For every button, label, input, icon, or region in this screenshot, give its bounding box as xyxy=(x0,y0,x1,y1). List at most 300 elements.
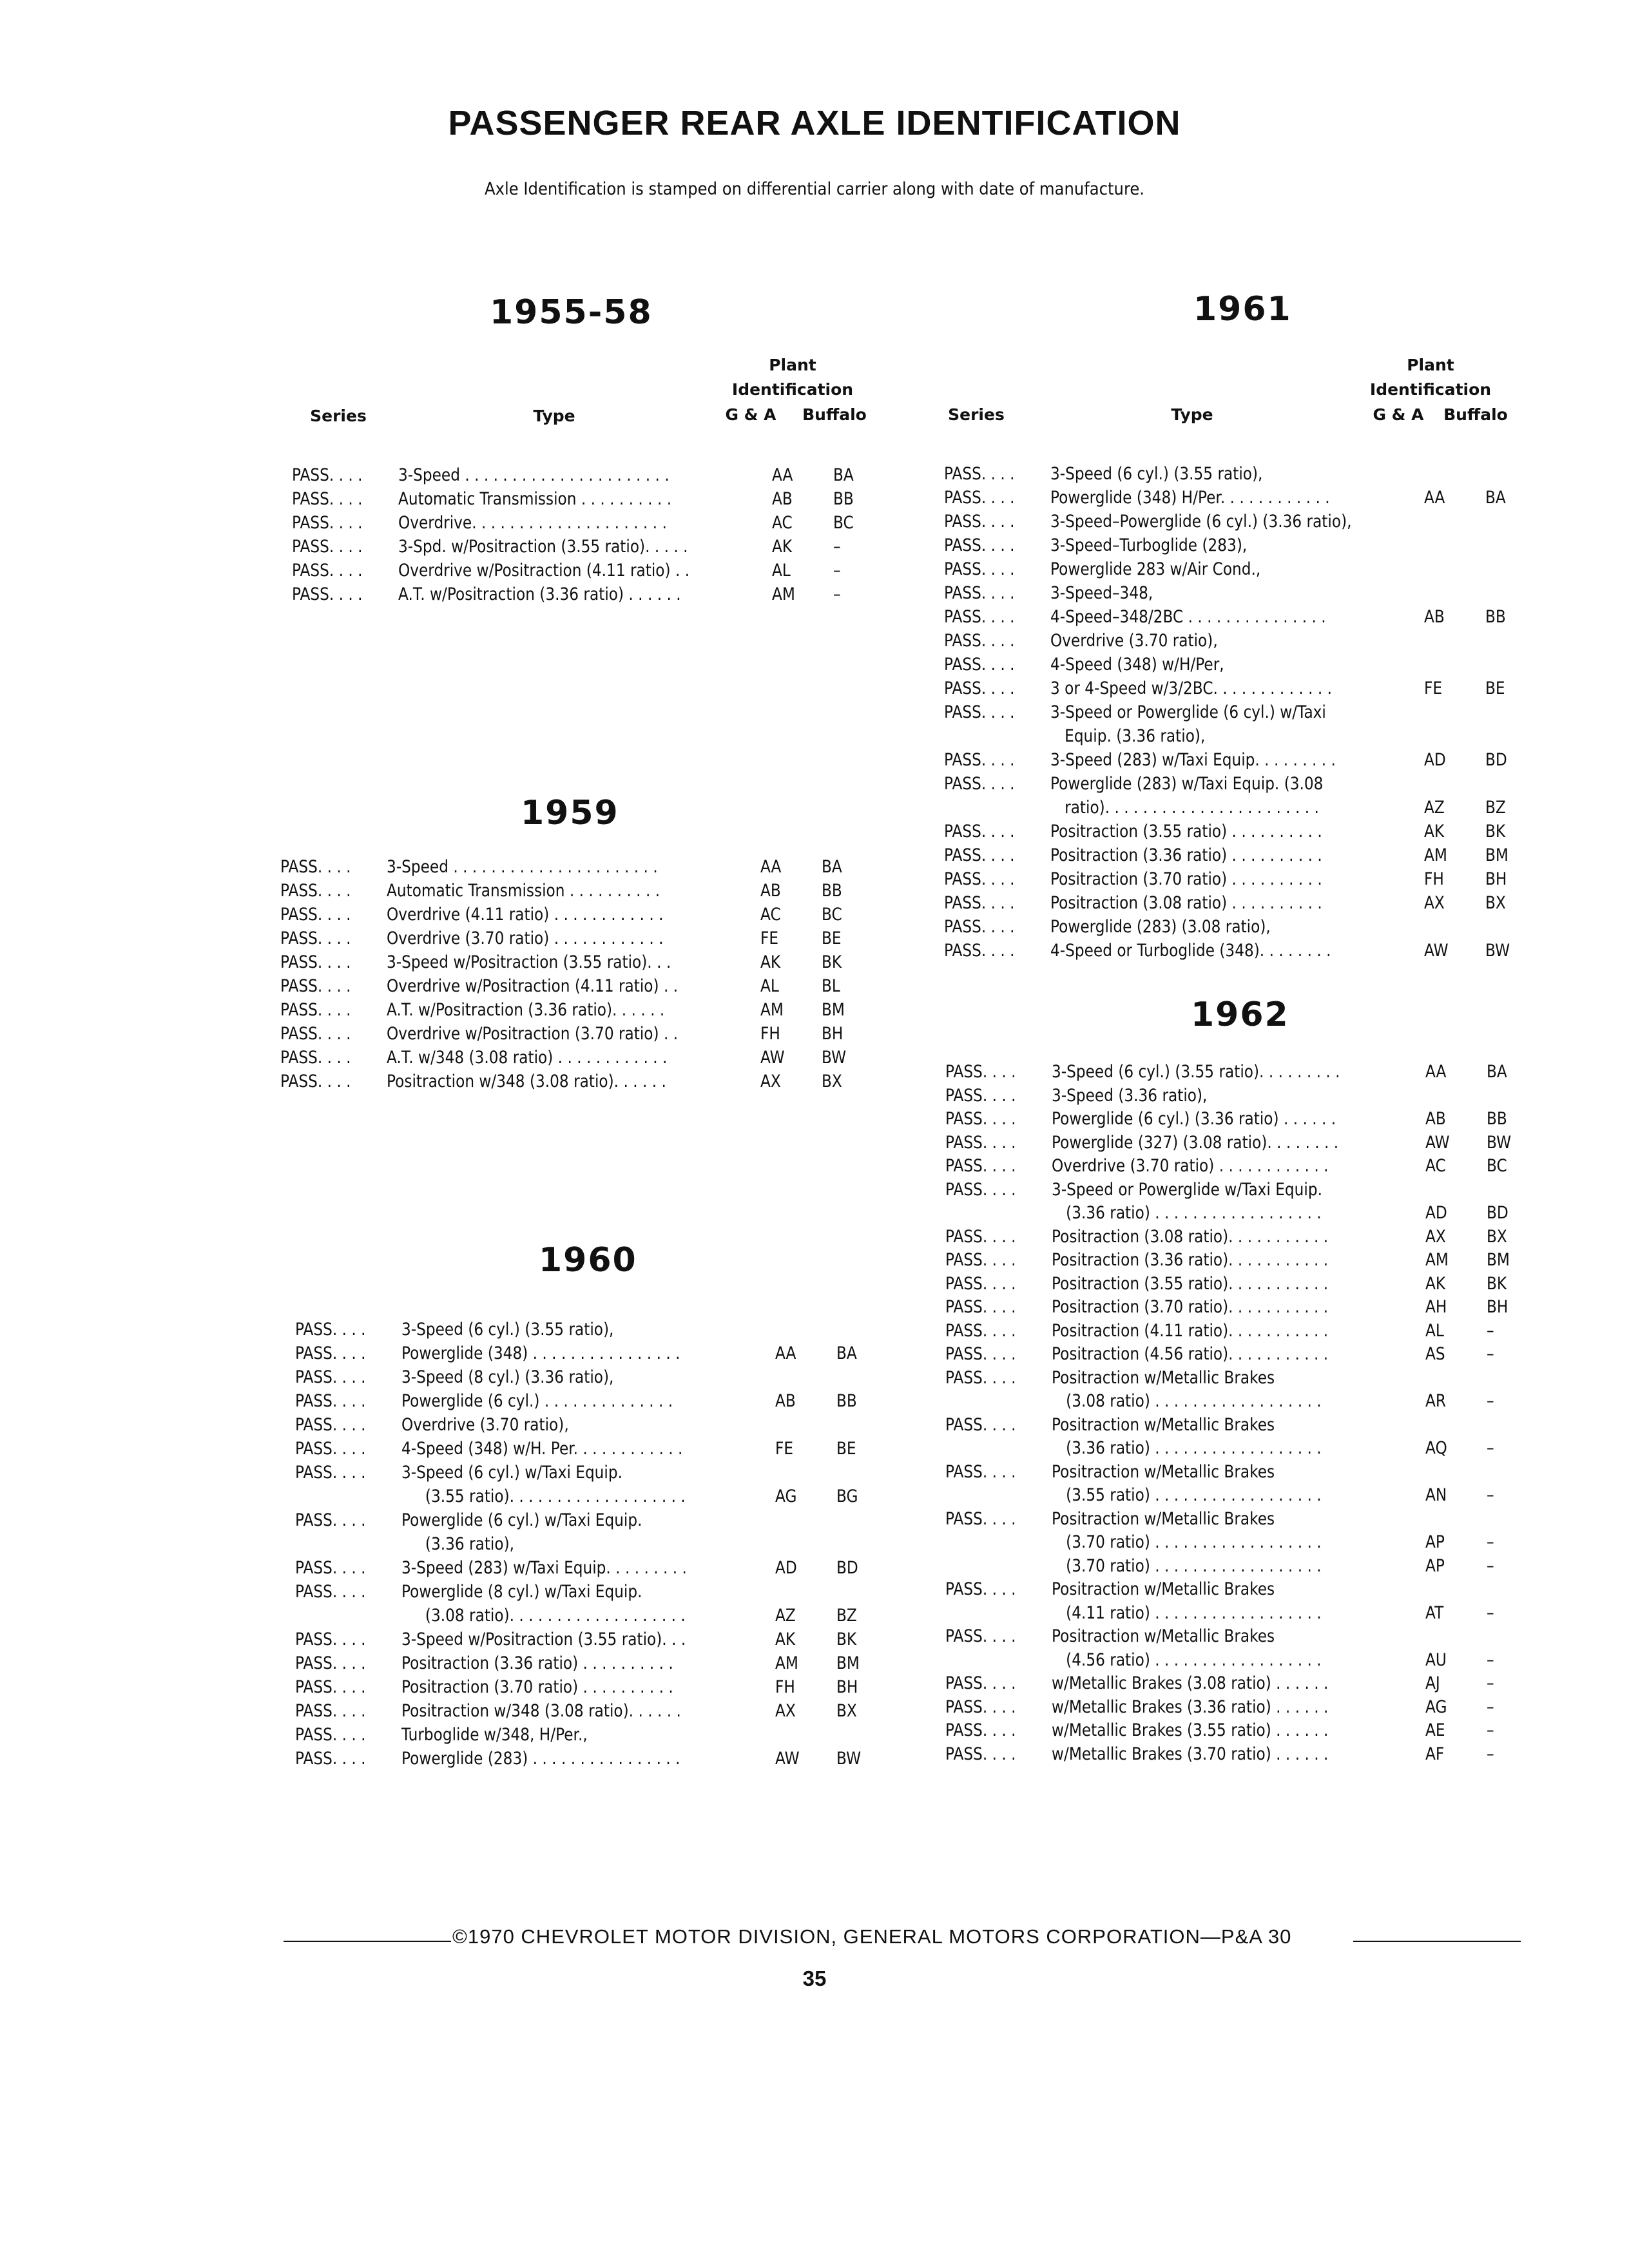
series-cell: PASS. . . . xyxy=(292,537,363,557)
type-cell: Positraction w/Metallic Brakes xyxy=(1051,1461,1275,1482)
table-row xyxy=(944,678,1554,702)
table-row xyxy=(944,750,1554,774)
type-cell: 3-Speed (283) w/Taxi Equip. . . . . . . . . xyxy=(401,1558,687,1578)
footer xyxy=(284,1925,1521,1951)
type-cell: Powerglide (6 cyl.) . . . . . . . . . . . . . . xyxy=(401,1391,673,1411)
buffalo-code-cell: BK xyxy=(1485,822,1506,841)
ga-code-cell: AA xyxy=(1423,488,1445,508)
ga-code-cell: AP xyxy=(1425,1555,1445,1576)
ga-code-cell: AH xyxy=(1425,1297,1447,1317)
series-cell: PASS. . . . xyxy=(295,1510,366,1530)
series-cell: PASS. . . . xyxy=(295,1320,366,1340)
table-row xyxy=(944,869,1554,893)
series-cell: PASS. . . . xyxy=(945,1226,1016,1247)
series-label-left: Series xyxy=(310,407,367,425)
type-cell: Positraction (3.70 ratio). . . . . . . . . . . xyxy=(1051,1297,1329,1317)
series-cell: PASS. . . . xyxy=(280,952,351,972)
type-cell: Overdrive. . . . . . . . . . . . . . . . . . . . . xyxy=(398,513,667,533)
buffalo-code-cell: BH xyxy=(821,1024,843,1044)
buffalo-code-cell: BD xyxy=(1486,1203,1509,1223)
table-row xyxy=(944,488,1554,512)
type-cell: Powerglide 283 w/Air Cond., xyxy=(1050,559,1261,579)
table-row xyxy=(945,1438,1555,1462)
ga-code-cell: FE xyxy=(760,928,779,948)
buffalo-code-cell: – xyxy=(1486,1696,1494,1717)
ga-code-cell: AS xyxy=(1425,1344,1445,1364)
series-cell: PASS. . . . xyxy=(944,488,1015,508)
series-cell: PASS. . . . xyxy=(292,465,363,485)
ga-code-cell: AM xyxy=(1423,845,1447,865)
ga-code-cell: AD xyxy=(775,1558,797,1578)
type-cell: 3-Speed–Powerglide (6 cyl.) (3.36 ratio), xyxy=(1050,512,1352,532)
buffalo-code-cell: BA xyxy=(836,1343,857,1363)
type-cell: (3.70 ratio) . . . . . . . . . . . . . . . . . . xyxy=(1051,1532,1322,1552)
buffalo-code-cell: BE xyxy=(821,928,842,948)
buffalo-code-cell: BM xyxy=(821,1000,845,1020)
table-row xyxy=(295,1629,905,1653)
buffalo-code-cell: – xyxy=(1486,1320,1494,1341)
series-cell: PASS. . . . xyxy=(280,1048,351,1068)
table-row xyxy=(945,1697,1555,1721)
series-label-right: Series xyxy=(948,405,1005,424)
buffalo-code-cell: BB xyxy=(1486,1109,1507,1129)
table-row xyxy=(292,513,901,537)
buffalo-code-cell: BA xyxy=(833,465,854,485)
table-row xyxy=(944,464,1554,488)
type-cell: Positraction (3.08 ratio). . . . . . . . . . . xyxy=(1051,1226,1329,1247)
series-cell: PASS. . . . xyxy=(945,1744,1016,1764)
buffalo-code-cell: BB xyxy=(1485,607,1506,627)
series-cell: PASS. . . . xyxy=(280,1000,351,1020)
table-row xyxy=(292,465,901,489)
ga-code-cell: AK xyxy=(1425,1273,1446,1294)
table-row xyxy=(945,1650,1555,1674)
type-cell: Positraction (3.36 ratio) . . . . . . . . . . xyxy=(1050,845,1322,865)
table-row xyxy=(944,512,1554,535)
year-heading-1955-58: 1955-58 xyxy=(490,293,653,332)
table-row xyxy=(945,1062,1555,1086)
footer-copyright: ©1970 CHEVROLET MOTOR DIVISION, GENERAL MOTORS CORPORATION—P&A 30 xyxy=(452,1925,1292,1948)
table-row xyxy=(944,798,1554,822)
buffalo-code-cell: BA xyxy=(1485,488,1506,508)
table-row xyxy=(292,561,901,584)
plant-label-left: Plant xyxy=(769,356,816,374)
series-cell: PASS. . . . xyxy=(945,1367,1016,1388)
buffalo-code-cell: BW xyxy=(1485,941,1510,961)
table-row xyxy=(944,655,1554,678)
type-cell: 3-Speed–Turboglide (283), xyxy=(1050,535,1248,555)
buffalo-code-cell: BK xyxy=(821,952,842,972)
table-row xyxy=(295,1534,905,1558)
series-cell: PASS. . . . xyxy=(945,1179,1016,1200)
type-cell: Powerglide (283) (3.08 ratio), xyxy=(1050,917,1271,937)
type-cell: Automatic Transmission . . . . . . . . . . xyxy=(398,489,672,509)
series-cell: PASS. . . . xyxy=(295,1367,366,1387)
ga-code-cell: AG xyxy=(775,1486,797,1506)
ga-code-cell: AF xyxy=(1425,1744,1445,1764)
table-row xyxy=(945,1579,1555,1603)
table-row xyxy=(944,726,1554,750)
type-cell: Overdrive w/Positraction (4.11 ratio) . . xyxy=(398,561,690,581)
buffalo-code-cell: – xyxy=(1486,1555,1494,1576)
series-cell: PASS. . . . xyxy=(295,1725,366,1745)
table-row xyxy=(944,583,1554,607)
table-row xyxy=(945,1227,1555,1251)
ga-code-cell: AB xyxy=(771,489,793,509)
table-row xyxy=(280,1072,890,1095)
type-cell: Positraction w/348 (3.08 ratio). . . . . . xyxy=(401,1701,681,1721)
table-row xyxy=(945,1109,1555,1133)
series-cell: PASS. . . . xyxy=(944,583,1015,603)
buffalo-code-cell: – xyxy=(833,537,841,557)
type-cell: Positraction (3.36 ratio). . . . . . . . . . . xyxy=(1051,1250,1329,1270)
series-cell: PASS. . . . xyxy=(944,774,1015,794)
table-row xyxy=(295,1701,905,1725)
table-row xyxy=(945,1368,1555,1392)
series-cell: PASS. . . . xyxy=(280,976,351,996)
table-row xyxy=(295,1677,905,1701)
ga-code-cell: AE xyxy=(1425,1720,1445,1740)
buffalo-code-cell: – xyxy=(1486,1602,1494,1623)
type-cell: Overdrive (3.70 ratio) . . . . . . . . . . . . xyxy=(386,928,664,948)
type-cell: 3-Speed–348, xyxy=(1050,583,1153,603)
buffalo-code-cell: – xyxy=(1486,1720,1494,1740)
buffalo-code-cell: – xyxy=(1486,1673,1494,1693)
table-row xyxy=(295,1415,905,1439)
series-cell: PASS. . . . xyxy=(945,1132,1016,1153)
buffalo-code-cell: – xyxy=(1486,1532,1494,1552)
table-row xyxy=(292,584,901,608)
series-cell: PASS. . . . xyxy=(944,512,1015,532)
table-row xyxy=(280,976,890,1000)
table-row xyxy=(944,822,1554,845)
type-cell: (3.36 ratio), xyxy=(401,1534,515,1554)
type-cell: 3-Speed w/Positraction (3.55 ratio). . . xyxy=(401,1629,686,1649)
type-cell: Positraction w/Metallic Brakes xyxy=(1051,1579,1275,1599)
series-cell: PASS. . . . xyxy=(945,1344,1016,1364)
ga-code-cell: AA xyxy=(760,857,782,877)
type-cell: 4-Speed or Turboglide (348). . . . . . . . xyxy=(1050,941,1331,961)
type-cell: Automatic Transmission . . . . . . . . . . xyxy=(386,881,660,901)
buffalo-code-cell: BC xyxy=(1486,1156,1507,1176)
type-cell: (3.36 ratio) . . . . . . . . . . . . . . . . . . xyxy=(1051,1203,1322,1223)
ga-code-cell: AX xyxy=(775,1701,796,1721)
table-row xyxy=(945,1156,1555,1180)
series-cell: PASS. . . . xyxy=(295,1558,366,1578)
type-cell: ratio). . . . . . . . . . . . . . . . . . . . . . . xyxy=(1050,798,1319,818)
ga-code-cell: AC xyxy=(1425,1156,1446,1176)
series-cell: PASS. . . . xyxy=(280,857,351,877)
type-cell: Positraction w/Metallic Brakes xyxy=(1051,1414,1275,1435)
buffalo-code-cell: BD xyxy=(1485,750,1507,770)
ga-code-cell: AX xyxy=(1425,1226,1446,1247)
ga-code-cell: AW xyxy=(775,1749,800,1769)
ga-code-cell: AN xyxy=(1425,1485,1447,1505)
type-cell: Overdrive (3.70 ratio), xyxy=(1050,631,1218,651)
series-cell: PASS. . . . xyxy=(944,941,1015,961)
ga-code-cell: AM xyxy=(1425,1250,1449,1270)
type-cell: Positraction w/Metallic Brakes xyxy=(1051,1508,1275,1529)
type-cell: Powerglide (348) . . . . . . . . . . . . . . . . xyxy=(401,1343,680,1363)
series-cell: PASS. . . . xyxy=(944,535,1015,555)
type-cell: 3-Speed . . . . . . . . . . . . . . . . . . . . . . xyxy=(398,465,670,485)
left-column-header xyxy=(0,0,1629,451)
type-cell: Positraction (4.56 ratio). . . . . . . . . . . xyxy=(1051,1344,1329,1364)
type-cell: Positraction (3.70 ratio) . . . . . . . . . . xyxy=(1050,869,1322,889)
type-cell: Positraction (3.55 ratio). . . . . . . . . . . xyxy=(1051,1273,1329,1294)
series-cell: PASS. . . . xyxy=(944,845,1015,865)
table-row xyxy=(945,1509,1555,1533)
buffalo-code-cell: BX xyxy=(1486,1226,1507,1247)
type-cell: 3-Speed w/Positraction (3.55 ratio). . . xyxy=(386,952,671,972)
type-cell: 3-Speed (3.36 ratio), xyxy=(1051,1085,1208,1106)
type-label-left: Type xyxy=(533,407,575,425)
type-cell: Positraction w/Metallic Brakes xyxy=(1051,1367,1275,1388)
ga-code-cell: AT xyxy=(1425,1602,1444,1623)
table-row xyxy=(295,1510,905,1534)
ga-code-cell: AC xyxy=(760,905,781,925)
series-cell: PASS. . . . xyxy=(292,584,363,604)
plant-label-right: Plant xyxy=(1407,356,1454,374)
type-cell: (3.70 ratio) . . . . . . . . . . . . . . . . . . xyxy=(1051,1555,1322,1576)
table-row xyxy=(945,1556,1555,1580)
type-cell: Overdrive (4.11 ratio) . . . . . . . . . . . . xyxy=(386,905,664,925)
year-heading-1961: 1961 xyxy=(1193,290,1292,329)
ga-code-cell: AZ xyxy=(1423,798,1445,818)
buffalo-code-cell: BA xyxy=(1486,1062,1507,1082)
ga-code-cell: AM xyxy=(771,584,795,604)
table-row xyxy=(945,1415,1555,1439)
type-cell: A.T. w/Positraction (3.36 ratio). . . . . . xyxy=(386,1000,665,1020)
buffalo-code-cell: BH xyxy=(836,1677,858,1697)
ga-code-cell: AG xyxy=(1425,1696,1447,1717)
ga-code-cell: FH xyxy=(775,1677,795,1697)
table-row xyxy=(945,1250,1555,1274)
buffalo-code-cell: BL xyxy=(821,976,840,996)
ga-code-cell: FE xyxy=(1423,678,1443,698)
type-cell: 3-Speed (6 cyl.) (3.55 ratio). . . . . . . . . xyxy=(1051,1062,1340,1082)
ga-code-cell: AA xyxy=(1425,1062,1447,1082)
type-cell: Powerglide (6 cyl.) (3.36 ratio) . . . . . . xyxy=(1051,1109,1336,1129)
table-row xyxy=(944,893,1554,917)
type-cell: Positraction (3.08 ratio) . . . . . . . . . . xyxy=(1050,893,1322,913)
buffalo-code-cell: – xyxy=(1486,1649,1494,1670)
buffalo-code-cell: BX xyxy=(821,1072,842,1091)
type-cell: Equip. (3.36 ratio), xyxy=(1050,726,1206,746)
buffalo-code-cell: BA xyxy=(821,857,842,877)
type-cell: Turboglide w/348, H/Per., xyxy=(401,1725,588,1745)
type-cell: Positraction w/348 (3.08 ratio). . . . . . xyxy=(386,1072,666,1091)
type-cell: 3-Spd. w/Positraction (3.55 ratio). . . . . xyxy=(398,537,688,557)
buffalo-code-cell: BH xyxy=(1486,1297,1509,1317)
series-cell: PASS. . . . xyxy=(295,1701,366,1721)
buffalo-code-cell: – xyxy=(833,561,841,581)
series-cell: PASS. . . . xyxy=(292,489,363,509)
buffalo-code-cell: BD xyxy=(836,1558,858,1578)
series-cell: PASS. . . . xyxy=(295,1415,366,1435)
table-row xyxy=(280,905,890,928)
table-row xyxy=(295,1391,905,1415)
ga-code-cell: AW xyxy=(1423,941,1449,961)
identification-label-right: Identification xyxy=(1369,380,1492,399)
table-row xyxy=(295,1463,905,1486)
type-cell: 3-Speed (6 cyl.) (3.55 ratio), xyxy=(401,1320,614,1340)
ga-code-cell: AR xyxy=(1425,1391,1447,1411)
buffalo-code-cell: BG xyxy=(836,1486,858,1506)
table-row xyxy=(944,702,1554,726)
type-cell: 3-Speed (8 cyl.) (3.36 ratio), xyxy=(401,1367,614,1387)
ga-code-cell: FE xyxy=(775,1439,794,1459)
buffalo-code-cell: BM xyxy=(1486,1250,1510,1270)
series-cell: PASS. . . . xyxy=(280,928,351,948)
table-row xyxy=(295,1582,905,1606)
type-cell: Overdrive (3.70 ratio) . . . . . . . . . . . . xyxy=(1051,1156,1329,1176)
series-cell: PASS. . . . xyxy=(292,561,363,581)
table-row xyxy=(944,774,1554,798)
series-cell: PASS. . . . xyxy=(280,1072,351,1091)
type-cell: 3-Speed (6 cyl.) (3.55 ratio), xyxy=(1050,464,1263,484)
ga-code-cell: AA xyxy=(775,1343,796,1363)
table-row xyxy=(944,631,1554,655)
table-row xyxy=(945,1133,1555,1157)
type-cell: Positraction w/Metallic Brakes xyxy=(1051,1626,1275,1646)
table-row xyxy=(295,1439,905,1463)
type-cell: w/Metallic Brakes (3.55 ratio) . . . . . . xyxy=(1051,1720,1329,1740)
series-cell: PASS. . . . xyxy=(945,1085,1016,1106)
table-row xyxy=(944,845,1554,869)
table-row xyxy=(295,1725,905,1749)
type-cell: w/Metallic Brakes (3.08 ratio) . . . . . . xyxy=(1051,1673,1329,1693)
table-row xyxy=(280,952,890,976)
table-row xyxy=(945,1203,1555,1227)
series-cell: PASS. . . . xyxy=(280,881,351,901)
ga-code-cell: AM xyxy=(775,1653,798,1673)
type-cell: (3.55 ratio). . . . . . . . . . . . . . . . . . . xyxy=(401,1486,686,1506)
type-cell: Positraction (3.55 ratio) . . . . . . . . . . xyxy=(1050,822,1322,841)
ga-code-cell: AK xyxy=(775,1629,796,1649)
table-row xyxy=(945,1485,1555,1509)
type-cell: (3.55 ratio) . . . . . . . . . . . . . . . . . . xyxy=(1051,1485,1322,1505)
type-cell: 3-Speed . . . . . . . . . . . . . . . . . . . . . . xyxy=(386,857,658,877)
table-row xyxy=(280,1024,890,1048)
ga-code-cell: AK xyxy=(771,537,793,557)
table-row xyxy=(944,917,1554,941)
type-cell: Positraction (4.11 ratio). . . . . . . . . . . xyxy=(1051,1320,1329,1341)
series-cell: PASS. . . . xyxy=(295,1439,366,1459)
table-row xyxy=(945,1391,1555,1415)
table-row xyxy=(945,1603,1555,1627)
ga-code-cell: FH xyxy=(1423,869,1444,889)
table-row xyxy=(280,928,890,952)
ga-label-right: G & A xyxy=(1373,405,1424,424)
ga-code-cell: AD xyxy=(1423,750,1446,770)
type-cell: Positraction (3.70 ratio) . . . . . . . . . . xyxy=(401,1677,673,1697)
table-row xyxy=(945,1462,1555,1486)
series-cell: PASS. . . . xyxy=(295,1749,366,1769)
table-row xyxy=(945,1274,1555,1298)
table-row xyxy=(292,489,901,513)
buffalo-code-cell: BC xyxy=(821,905,842,925)
series-cell: PASS. . . . xyxy=(295,1629,366,1649)
ga-code-cell: AW xyxy=(760,1048,785,1068)
series-cell: PASS. . . . xyxy=(945,1720,1016,1740)
table-row xyxy=(944,559,1554,583)
type-cell: Powerglide (8 cyl.) w/Taxi Equip. xyxy=(401,1582,642,1602)
type-cell: (3.36 ratio) . . . . . . . . . . . . . . . . . . xyxy=(1051,1438,1322,1458)
ga-code-cell: AW xyxy=(1425,1132,1450,1153)
buffalo-code-cell: BK xyxy=(836,1629,857,1649)
series-cell: PASS. . . . xyxy=(945,1156,1016,1176)
series-cell: PASS. . . . xyxy=(944,822,1015,841)
table-row xyxy=(295,1606,905,1629)
table-row xyxy=(295,1367,905,1391)
buffalo-code-cell: BW xyxy=(1486,1132,1512,1153)
type-cell: 4-Speed–348/2BC . . . . . . . . . . . . . . . xyxy=(1050,607,1326,627)
buffalo-code-cell: BX xyxy=(836,1701,857,1721)
page-subtitle: Axle Identification is stamped on differential carrier along with date of manufacture. xyxy=(485,179,1144,199)
type-cell: (3.08 ratio). . . . . . . . . . . . . . . . . . . xyxy=(401,1606,686,1626)
type-cell: 3-Speed (283) w/Taxi Equip. . . . . . . . . xyxy=(1050,750,1336,770)
buffalo-code-cell: BM xyxy=(1485,845,1509,865)
buffalo-code-cell: – xyxy=(1486,1344,1494,1364)
series-cell: PASS. . . . xyxy=(945,1508,1016,1529)
buffalo-code-cell: – xyxy=(1486,1391,1494,1411)
series-cell: PASS. . . . xyxy=(945,1062,1016,1082)
series-cell: PASS. . . . xyxy=(945,1696,1016,1717)
buffalo-code-cell: BM xyxy=(836,1653,860,1673)
buffalo-label-right: Buffalo xyxy=(1443,405,1508,424)
table-row xyxy=(280,1000,890,1024)
table-row xyxy=(292,537,901,561)
year-heading-1962: 1962 xyxy=(1191,995,1289,1034)
series-cell: PASS. . . . xyxy=(945,1414,1016,1435)
table-row xyxy=(280,881,890,905)
ga-code-cell: AB xyxy=(775,1391,796,1411)
ga-code-cell: AP xyxy=(1425,1532,1445,1552)
footer-rule-left xyxy=(284,1941,451,1942)
series-cell: PASS. . . . xyxy=(944,607,1015,627)
ga-code-cell: AJ xyxy=(1425,1673,1440,1693)
buffalo-code-cell: BZ xyxy=(836,1606,857,1626)
ga-label-left: G & A xyxy=(725,405,776,424)
series-cell: PASS. . . . xyxy=(944,917,1015,937)
ga-code-cell: AX xyxy=(760,1072,781,1091)
type-cell: A.T. w/Positraction (3.36 ratio) . . . . . . xyxy=(398,584,681,604)
series-cell: PASS. . . . xyxy=(944,678,1015,698)
type-cell: 3-Speed or Powerglide w/Taxi Equip. xyxy=(1051,1179,1322,1200)
buffalo-code-cell: BE xyxy=(836,1439,856,1459)
buffalo-code-cell: BE xyxy=(1485,678,1505,698)
buffalo-code-cell: BB xyxy=(836,1391,857,1411)
table-row xyxy=(295,1653,905,1677)
ga-code-cell: AK xyxy=(1423,822,1445,841)
table-row xyxy=(945,1720,1555,1744)
table-row xyxy=(295,1320,905,1343)
table-row xyxy=(295,1486,905,1510)
ga-code-cell: AM xyxy=(760,1000,784,1020)
ga-code-cell: AK xyxy=(760,952,781,972)
type-cell: Powerglide (283) w/Taxi Equip. (3.08 xyxy=(1050,774,1324,794)
series-cell: PASS. . . . xyxy=(945,1109,1016,1129)
type-cell: Powerglide (348) H/Per. . . . . . . . . . . . xyxy=(1050,488,1330,508)
type-cell: 3-Speed (6 cyl.) w/Taxi Equip. xyxy=(401,1463,622,1483)
series-cell: PASS. . . . xyxy=(944,750,1015,770)
buffalo-code-cell: BC xyxy=(833,513,854,533)
ga-code-cell: AX xyxy=(1423,893,1445,913)
type-cell: w/Metallic Brakes (3.36 ratio) . . . . . . xyxy=(1051,1696,1329,1717)
series-cell: PASS. . . . xyxy=(944,893,1015,913)
table-row xyxy=(945,1344,1555,1368)
